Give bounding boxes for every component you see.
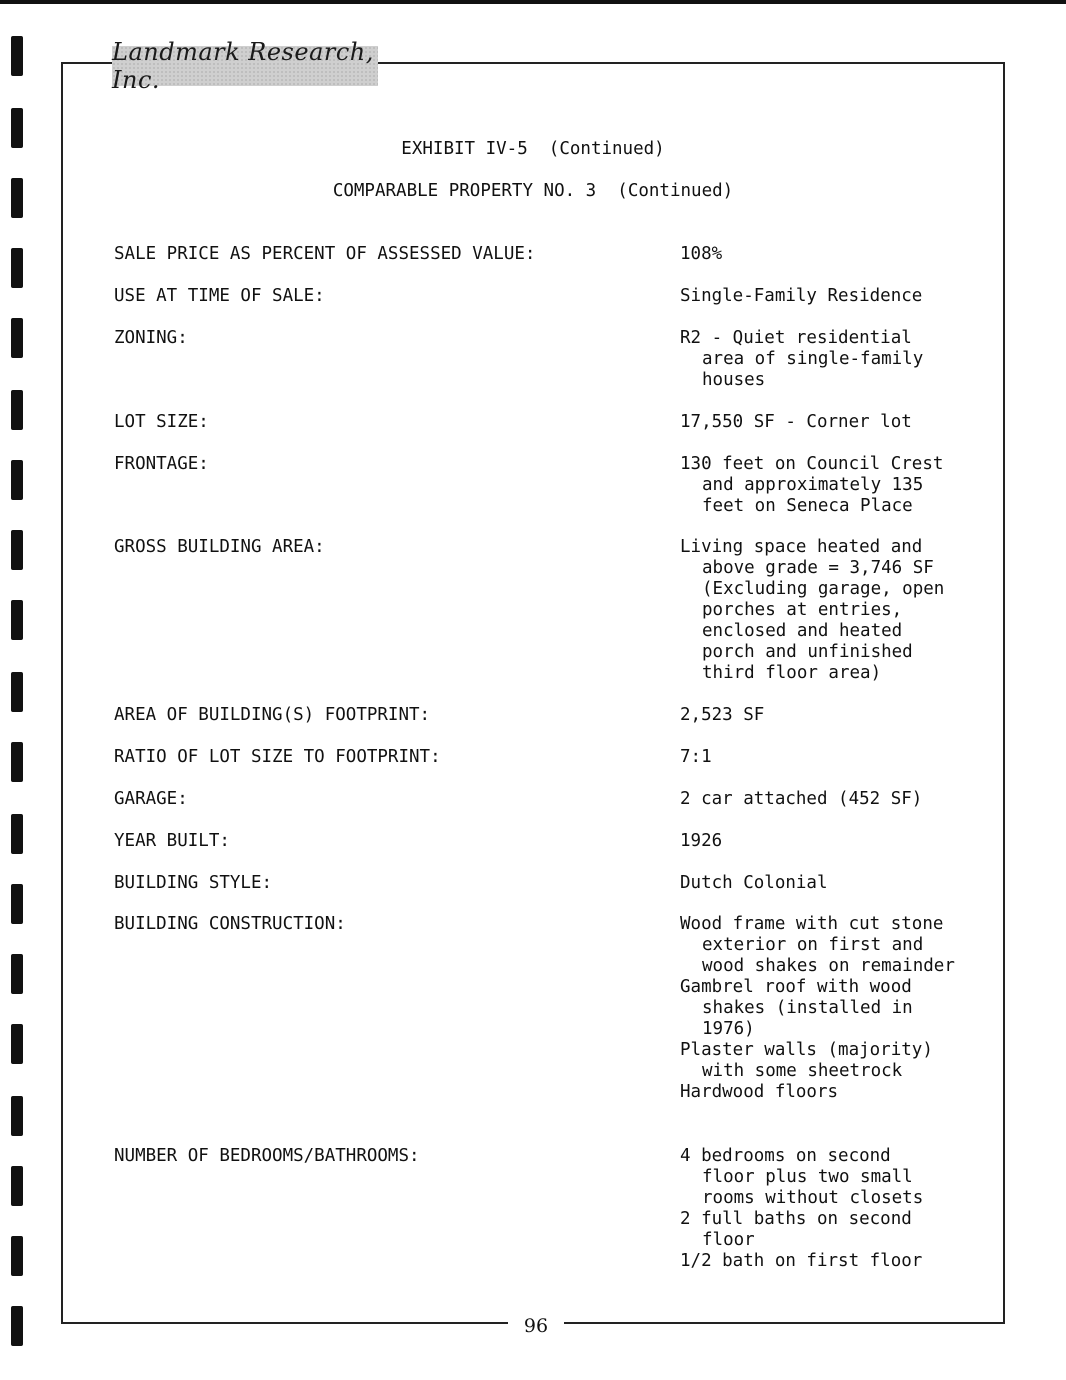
row-value: [680, 454, 950, 517]
value-line: 2,523 SF: [680, 705, 765, 725]
binder-hole: [11, 36, 23, 76]
top-edge-bar: [0, 0, 1066, 4]
row-value: [680, 789, 970, 810]
binder-hole: [11, 318, 23, 358]
binder-hole: [11, 530, 23, 570]
row-value: [680, 412, 970, 433]
row-label: LOT SIZE:: [114, 412, 209, 432]
row-label: ZONING:: [114, 328, 188, 348]
binder-hole: [11, 248, 23, 288]
value-line: 1926: [680, 831, 723, 851]
row-label: USE AT TIME OF SALE:: [114, 286, 325, 306]
row-label: BUILDING CONSTRUCTION:: [114, 914, 346, 934]
value-line: Wood frame with cut stone exterior on first and wood shakes on remainder: [680, 914, 955, 976]
exhibit-title: EXHIBIT IV-5 (Continued): [401, 139, 665, 159]
binder-hole: [11, 954, 23, 994]
value-line: 2 car attached (452 SF): [680, 789, 923, 809]
binder-hole: [11, 1024, 23, 1064]
value-line: 4 bedrooms on second floor plus two small rooms without closets: [680, 1146, 924, 1208]
page-number: 96: [508, 1313, 564, 1339]
value-line: Plaster walls (majority) with some sheetrock: [680, 1040, 933, 1081]
binder-hole: [11, 390, 23, 430]
row-value: [680, 328, 930, 391]
row-label: AREA OF BUILDING(S) FOOTPRINT:: [114, 705, 431, 725]
value-line: 17,550 SF - Corner lot: [680, 412, 912, 432]
binder-hole: [11, 884, 23, 924]
value-line: Single-Family Residence: [680, 286, 923, 306]
row-value: [680, 873, 970, 894]
row-value: [680, 1146, 935, 1272]
value-line: 7:1: [680, 747, 712, 767]
binder-hole: [11, 460, 23, 500]
row-value: [680, 914, 955, 1103]
exhibit-subtitle: COMPARABLE PROPERTY NO. 3 (Continued): [332, 181, 734, 201]
row-value: [680, 831, 970, 852]
row-label: GARAGE:: [114, 789, 188, 809]
row-label: RATIO OF LOT SIZE TO FOOTPRINT:: [114, 747, 441, 767]
binder-hole: [11, 1236, 23, 1276]
value-line: 108%: [680, 244, 723, 264]
row-value: [680, 747, 970, 768]
company-logo: [112, 38, 378, 94]
binder-hole: [11, 1306, 23, 1346]
row-value: [680, 537, 955, 684]
binder-hole: [11, 1096, 23, 1136]
row-label: BUILDING STYLE:: [114, 873, 273, 893]
value-line: 130 feet on Council Crest and approximately 135 feet on Seneca Place: [680, 454, 944, 516]
row-value: [680, 244, 970, 265]
logo-text: Landmark Research, Inc.: [112, 38, 374, 94]
binder-hole: [11, 1166, 23, 1206]
value-line: Gambrel roof with wood shakes (installed in 1976): [680, 977, 913, 1039]
binder-hole: [11, 600, 23, 640]
value-line: 1/2 bath on first floor: [680, 1251, 923, 1271]
value-line: Living space heated and above grade = 3,746 SF (Excluding garage, open porches at entries, enclosed and heated porch and unfinished third floor area): [680, 537, 945, 683]
row-label: GROSS BUILDING AREA:: [114, 537, 325, 557]
binder-hole: [11, 814, 23, 854]
row-label: YEAR BUILT:: [114, 831, 230, 851]
value-line: Dutch Colonial: [680, 873, 828, 893]
value-line: R2 - Quiet residential area of single-family houses: [680, 328, 924, 390]
value-line: Hardwood floors: [680, 1082, 839, 1102]
row-label: FRONTAGE:: [114, 454, 209, 474]
binder-hole: [11, 672, 23, 712]
row-label: SALE PRICE AS PERCENT OF ASSESSED VALUE:: [114, 244, 536, 264]
row-label: NUMBER OF BEDROOMS/BATHROOMS:: [114, 1146, 420, 1166]
binder-holes: [0, 0, 30, 1380]
binder-hole: [11, 742, 23, 782]
row-value: [680, 286, 970, 307]
row-value: [680, 705, 970, 726]
value-line: 2 full baths on second floor: [680, 1209, 912, 1250]
